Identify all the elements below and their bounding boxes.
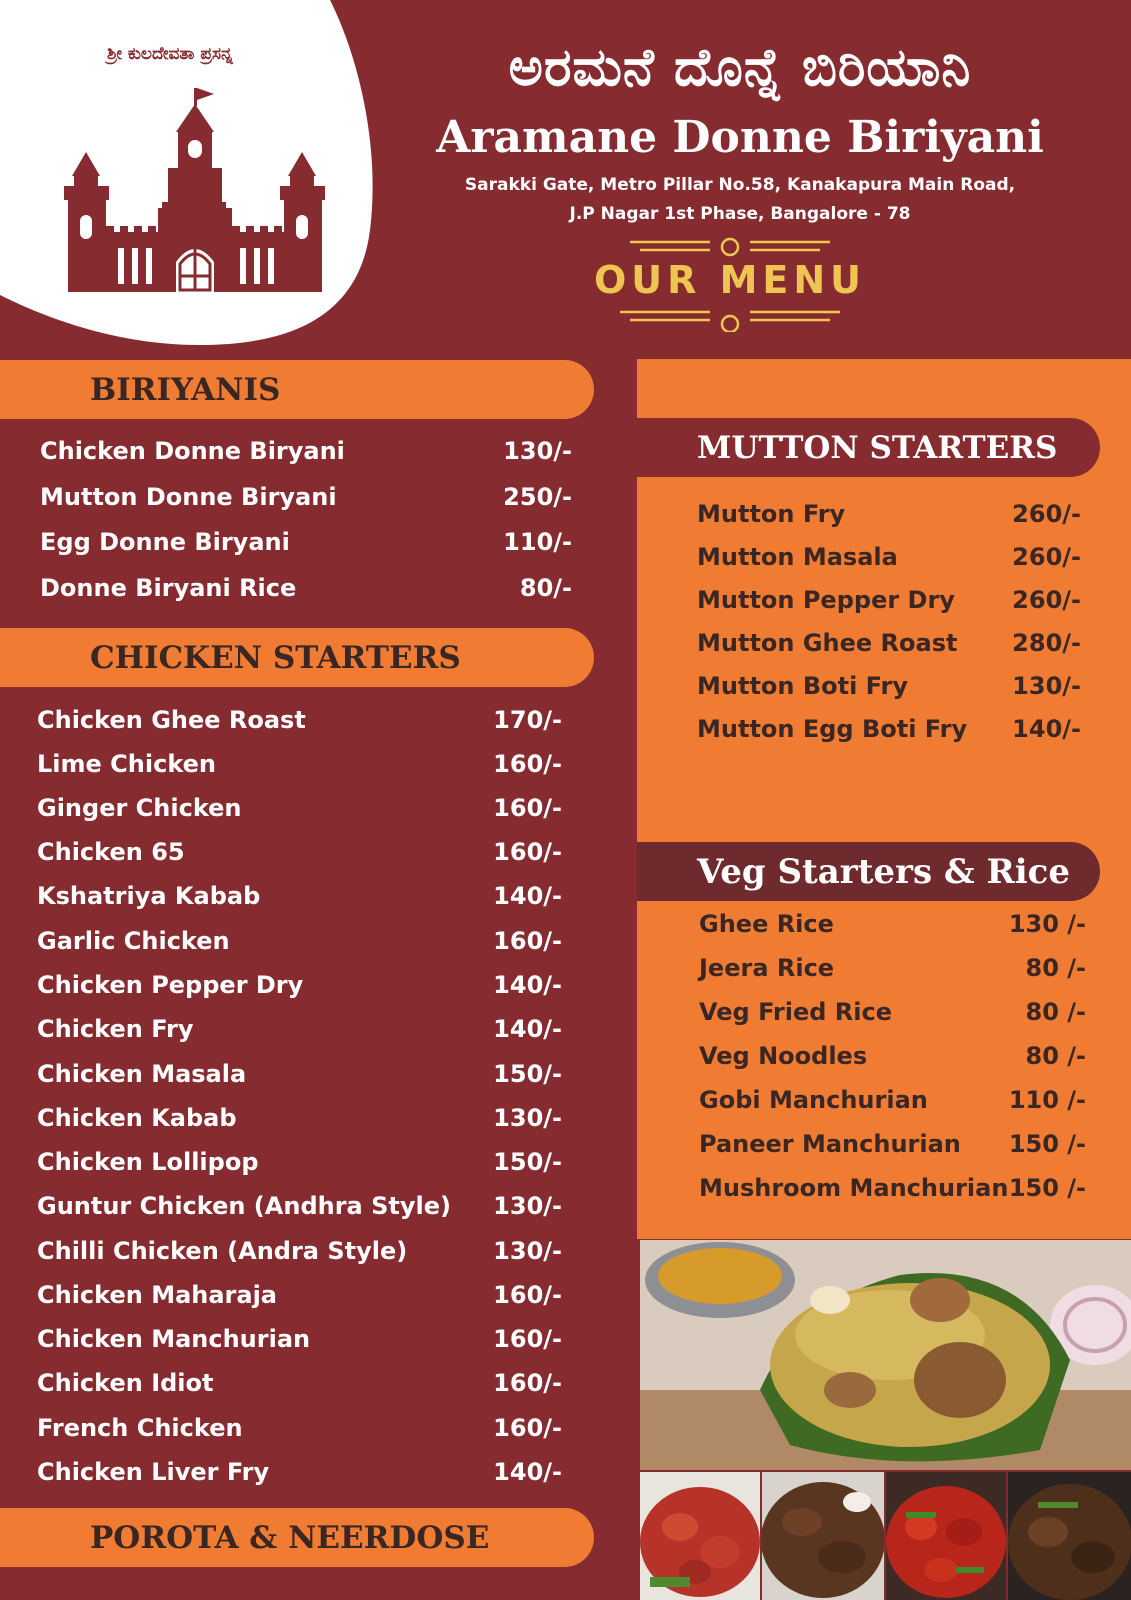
- menu-item: [37, 1325, 562, 1353]
- item-name: Kshatriya Kabab: [37, 882, 261, 910]
- menu-item: [699, 998, 1086, 1026]
- item-name: Mutton Pepper Dry: [697, 586, 955, 614]
- item-name: Veg Noodles: [699, 1042, 868, 1070]
- item-name: Ginger Chicken: [37, 794, 242, 822]
- item-name: Chicken Fry: [37, 1015, 194, 1043]
- item-name: Chicken Maharaja: [37, 1281, 277, 1309]
- item-price: 160/-: [493, 1369, 562, 1397]
- item-name: Chicken Liver Fry: [37, 1458, 270, 1486]
- item-price: 160/-: [493, 838, 562, 866]
- biriyanis-banner: [0, 360, 594, 419]
- item-price: 160/-: [493, 927, 562, 955]
- item-price: 140/-: [493, 971, 562, 999]
- mutton-fry-photo: [762, 1472, 884, 1600]
- menu-item: [37, 838, 562, 866]
- menu-item: [37, 1414, 562, 1442]
- item-price: 140/-: [1012, 715, 1081, 743]
- item-price: 280/-: [1012, 629, 1081, 657]
- menu-item: [37, 794, 562, 822]
- menu-item: [37, 1281, 562, 1309]
- menu-item: [697, 715, 1081, 743]
- item-price: 150/-: [493, 1060, 562, 1088]
- chilli-chicken-photo: [886, 1472, 1006, 1600]
- item-name: Paneer Manchurian: [699, 1130, 961, 1158]
- item-price: 150/-: [493, 1148, 562, 1176]
- item-price: 140/-: [493, 882, 562, 910]
- menu-item: [40, 483, 572, 511]
- menu-item: [699, 1086, 1086, 1114]
- item-price: 160/-: [493, 1281, 562, 1309]
- pepper-dry-photo: [1008, 1472, 1131, 1600]
- item-price: 130/-: [493, 1192, 562, 1220]
- item-name: Chicken Pepper Dry: [37, 971, 304, 999]
- menu-item: [697, 500, 1081, 528]
- chicken-65-photo: [640, 1472, 760, 1600]
- item-name: Chicken Idiot: [37, 1369, 214, 1397]
- menu-item: [37, 1015, 562, 1043]
- item-name: Guntur Chicken (Andhra Style): [37, 1192, 451, 1220]
- menu-item: [37, 882, 562, 910]
- item-name: Lime Chicken: [37, 750, 216, 778]
- item-name: Mutton Boti Fry: [697, 672, 909, 700]
- item-price: 260/-: [1012, 586, 1081, 614]
- item-name: Jeera Rice: [699, 954, 835, 982]
- item-price: 80 /-: [1025, 1042, 1086, 1070]
- item-name: Mutton Masala: [697, 543, 898, 571]
- chicken-starters-title: CHICKEN STARTERS: [90, 639, 461, 676]
- menu-item: [37, 1060, 562, 1088]
- item-price: 140/-: [493, 1015, 562, 1043]
- item-price: 130/-: [493, 1104, 562, 1132]
- menu-item: [697, 672, 1081, 700]
- menu-item: [37, 1148, 562, 1176]
- item-name: Chicken Manchurian: [37, 1325, 311, 1353]
- porota-title: POROTA & NEERDOSE: [90, 1519, 490, 1556]
- item-price: 80 /-: [1025, 998, 1086, 1026]
- biryani-photo: [640, 1240, 1131, 1470]
- item-name: Donne Biryani Rice: [40, 574, 297, 602]
- blessing-text: ಶ್ರೀ ಕುಲದೇವತಾ ಪ್ರಸನ್ನ: [107, 44, 233, 64]
- menu-item: [37, 1369, 562, 1397]
- item-name: Chicken Ghee Roast: [37, 706, 306, 734]
- menu-item: [37, 927, 562, 955]
- item-name: Mutton Fry: [697, 500, 846, 528]
- item-name: Ghee Rice: [699, 910, 834, 938]
- biriyanis-title: BIRIYANIS: [90, 371, 281, 408]
- menu-item: [697, 586, 1081, 614]
- item-name: Chicken Masala: [37, 1060, 247, 1088]
- title-english: Aramane Donne Biriyani: [436, 112, 1044, 163]
- item-price: 80 /-: [1025, 954, 1086, 982]
- item-price: 80/-: [519, 574, 572, 602]
- item-name: Chicken 65: [37, 838, 185, 866]
- menu-item: [37, 750, 562, 778]
- mutton-starters-title: MUTTON STARTERS: [697, 429, 1058, 466]
- item-price: 160/-: [493, 1414, 562, 1442]
- menu-item: [697, 629, 1081, 657]
- menu-item: [37, 1104, 562, 1132]
- item-price: 130/-: [493, 1237, 562, 1265]
- item-name: Garlic Chicken: [37, 927, 230, 955]
- menu-item: [40, 574, 572, 602]
- menu-item: [699, 910, 1086, 938]
- menu-item: [697, 543, 1081, 571]
- our-menu-heading: OUR MENU: [593, 258, 867, 302]
- item-price: 260/-: [1012, 543, 1081, 571]
- item-name: Chilli Chicken (Andra Style): [37, 1237, 408, 1265]
- item-name: Mutton Ghee Roast: [697, 629, 958, 657]
- menu-item: [37, 1458, 562, 1486]
- item-name: Chicken Lollipop: [37, 1148, 259, 1176]
- item-price: 130/-: [1012, 672, 1081, 700]
- item-price: 160/-: [493, 794, 562, 822]
- item-price: 110/-: [503, 528, 572, 556]
- item-price: 160/-: [493, 750, 562, 778]
- item-price: 160/-: [493, 1325, 562, 1353]
- item-price: 150 /-: [1008, 1174, 1086, 1202]
- item-name: Mutton Egg Boti Fry: [697, 715, 968, 743]
- item-price: 170/-: [493, 706, 562, 734]
- item-name: Mushroom Manchurian: [699, 1174, 1009, 1202]
- item-price: 130 /-: [1008, 910, 1086, 938]
- item-name: Chicken Kabab: [37, 1104, 237, 1132]
- menu-item: [37, 1237, 562, 1265]
- menu-item: [37, 706, 562, 734]
- chicken-starters-banner: [0, 628, 594, 687]
- item-name: French Chicken: [37, 1414, 243, 1442]
- item-price: 150 /-: [1008, 1130, 1086, 1158]
- item-name: Mutton Donne Biryani: [40, 483, 337, 511]
- veg-starters-banner: [637, 842, 1100, 901]
- item-price: 260/-: [1012, 500, 1081, 528]
- item-price: 250/-: [503, 483, 572, 511]
- porota-banner: [0, 1508, 594, 1567]
- item-price: 130/-: [503, 437, 572, 465]
- menu-item: [699, 1174, 1086, 1202]
- item-name: Gobi Manchurian: [699, 1086, 928, 1114]
- item-name: Veg Fried Rice: [699, 998, 893, 1026]
- address-line-1: Sarakki Gate, Metro Pillar No.58, Kanakapura Main Road,: [464, 175, 1016, 195]
- menu-item: [40, 528, 572, 556]
- mutton-starters-banner: [637, 418, 1100, 477]
- address-line-2: J.P Nagar 1st Phase, Bangalore - 78: [569, 204, 911, 224]
- item-name: Chicken Donne Biryani: [40, 437, 345, 465]
- title-kannada: ಅರಮನೆ ದೊನ್ನೆ ಬಿರಿಯಾನಿ: [508, 38, 972, 98]
- item-price: 140/-: [493, 1458, 562, 1486]
- menu-item: [37, 1192, 562, 1220]
- item-price: 110 /-: [1008, 1086, 1086, 1114]
- menu-item: [40, 437, 572, 465]
- menu-item: [699, 954, 1086, 982]
- menu-item: [699, 1130, 1086, 1158]
- menu-item: [37, 971, 562, 999]
- veg-starters-title: Veg Starters & Rice: [697, 851, 1070, 892]
- menu-item: [699, 1042, 1086, 1070]
- item-name: Egg Donne Biryani: [40, 528, 290, 556]
